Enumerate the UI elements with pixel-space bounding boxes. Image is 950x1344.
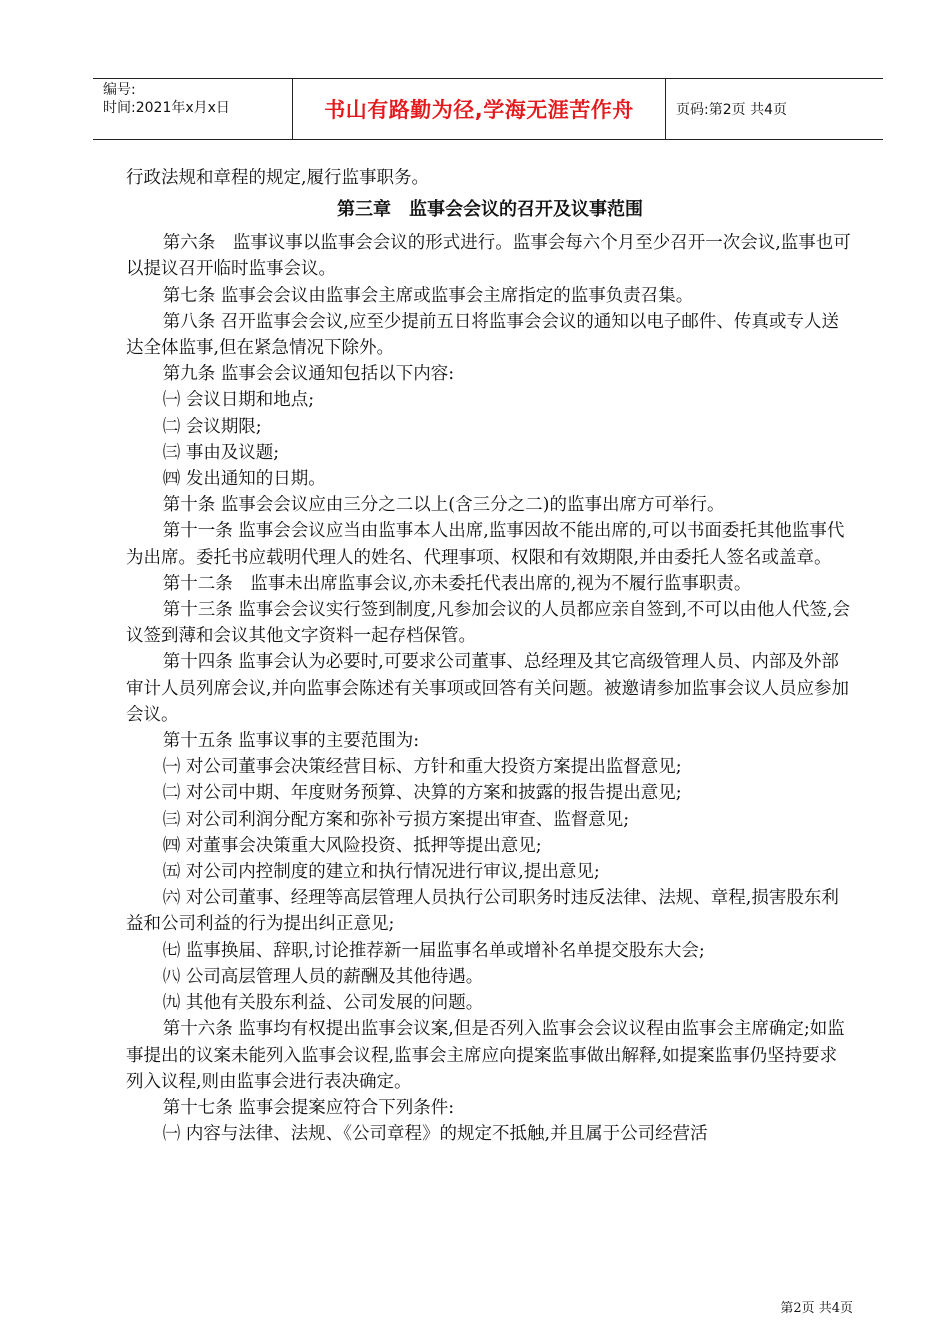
article-12: 第十二条 监事未出席监事会议,亦未委托代表出席的,视为不履行监事职责。 [162, 573, 752, 594]
list-item: ㈥ 对公司董事、经理等高层管理人员执行公司职务时违反法律、法规、章程,损害股东利益和公司利益的行为提出纠正意见; [126, 888, 839, 935]
number-label: 编号: [103, 82, 136, 98]
article-6: 第六条 监事议事以监事会会议的形式进行。监事会每六个月至少召开一次会议,监事也可以提议召开临时监事会议。 [126, 233, 851, 280]
article-9: 第九条 监事会会议通知包括以下内容: [162, 364, 455, 385]
document-body [126, 165, 854, 1147]
continuation-text: 行政法规和章程的规定,履行监事职务。 [126, 168, 430, 188]
list-item: ㈢ 对公司利润分配方案和弥补亏损方案提出审查、监督意见; [162, 809, 630, 830]
list-item: ㈡ 对公司中期、年度财务预算、决算的方案和披露的报告提出意见; [162, 783, 682, 804]
header-page-info: 页码:第2页 共4页 [676, 102, 787, 118]
article-15: 第十五条 监事议事的主要范围为: [162, 731, 420, 752]
article-17: 第十七条 监事会提案应符合下列条件: [162, 1097, 455, 1118]
article-11: 第十一条 监事会会议应当由监事本人出席,监事因故不能出席的,可以书面委托其他监事代为出席。委托书应载明代理人的姓名、代理事项、权限和有效期限,并由委托人签名或盖章。 [126, 521, 845, 568]
list-item: ㈡ 会议期限; [162, 416, 262, 437]
header-motto: 书山有路勤为径,学海无涯苦作舟 [293, 79, 666, 139]
article-16: 第十六条 监事均有权提出监事会议案,但是否列入监事会会议议程由监事会主席确定;如监事提出的议案未能列入监事会议程,监事会主席应向提案监事做出解释,如提案监事仍坚持要求列入议程,则由监事会进行表决确定。 [126, 1019, 845, 1092]
article-7: 第七条 监事会会议由监事会主席或监事会主席指定的监事负责召集。 [162, 285, 694, 306]
article-10: 第十条 监事会会议应由三分之二以上(含三分之二)的监事出席方可举行。 [162, 495, 725, 516]
article-14: 第十四条 监事会认为必要时,可要求公司董事、总经理及其它高级管理人员、内部及外部审计人员列席会议,并向监事会陈述有关事项或回答有关问题。被邀请参加监事会议人员应参加会议。 [126, 652, 850, 725]
list-item: ㈠ 会议日期和地点; [162, 390, 315, 411]
list-item: ㈠ 内容与法律、法规、《公司章程》的规定不抵触,并且属于公司经营活 [162, 1124, 708, 1145]
list-item: ㈨ 其他有关股东利益、公司发展的问题。 [162, 993, 484, 1014]
list-item: ㈤ 对公司内控制度的建立和执行情况进行审议,提出意见; [162, 862, 600, 883]
list-item: ㈠ 对公司董事会决策经营目标、方针和重大投资方案提出监督意见; [162, 757, 682, 778]
footer-page-info: 第2页 共4页 [780, 1301, 853, 1316]
page-header [93, 78, 883, 140]
article-13: 第十三条 监事会会议实行签到制度,凡参加会议的人员都应亲自签到,不可以由他人代签,会议签到薄和会议其他文字资料一起存档保管。 [126, 600, 850, 647]
time-label: 时间:2021年x月x日 [103, 100, 230, 116]
list-item: ㈣ 对董事会决策重大风险投资、抵押等提出意见; [162, 835, 542, 856]
chapter-title: 第三章 监事会会议的召开及议事范围 [337, 199, 643, 221]
header-meta [93, 79, 293, 139]
list-item: ㈦ 监事换届、辞职,讨论推荐新一届监事名单或增补名单提交股东大会; [162, 940, 705, 961]
list-item: ㈧ 公司高层管理人员的薪酬及其他待遇。 [162, 966, 484, 987]
list-item: ㈢ 事由及议题; [162, 442, 280, 463]
article-8: 第八条 召开监事会会议,应至少提前五日将监事会会议的通知以电子邮件、传真或专人送达全体监事,但在紧急情况下除外。 [126, 311, 839, 359]
list-item: ㈣ 发出通知的日期。 [162, 469, 326, 490]
